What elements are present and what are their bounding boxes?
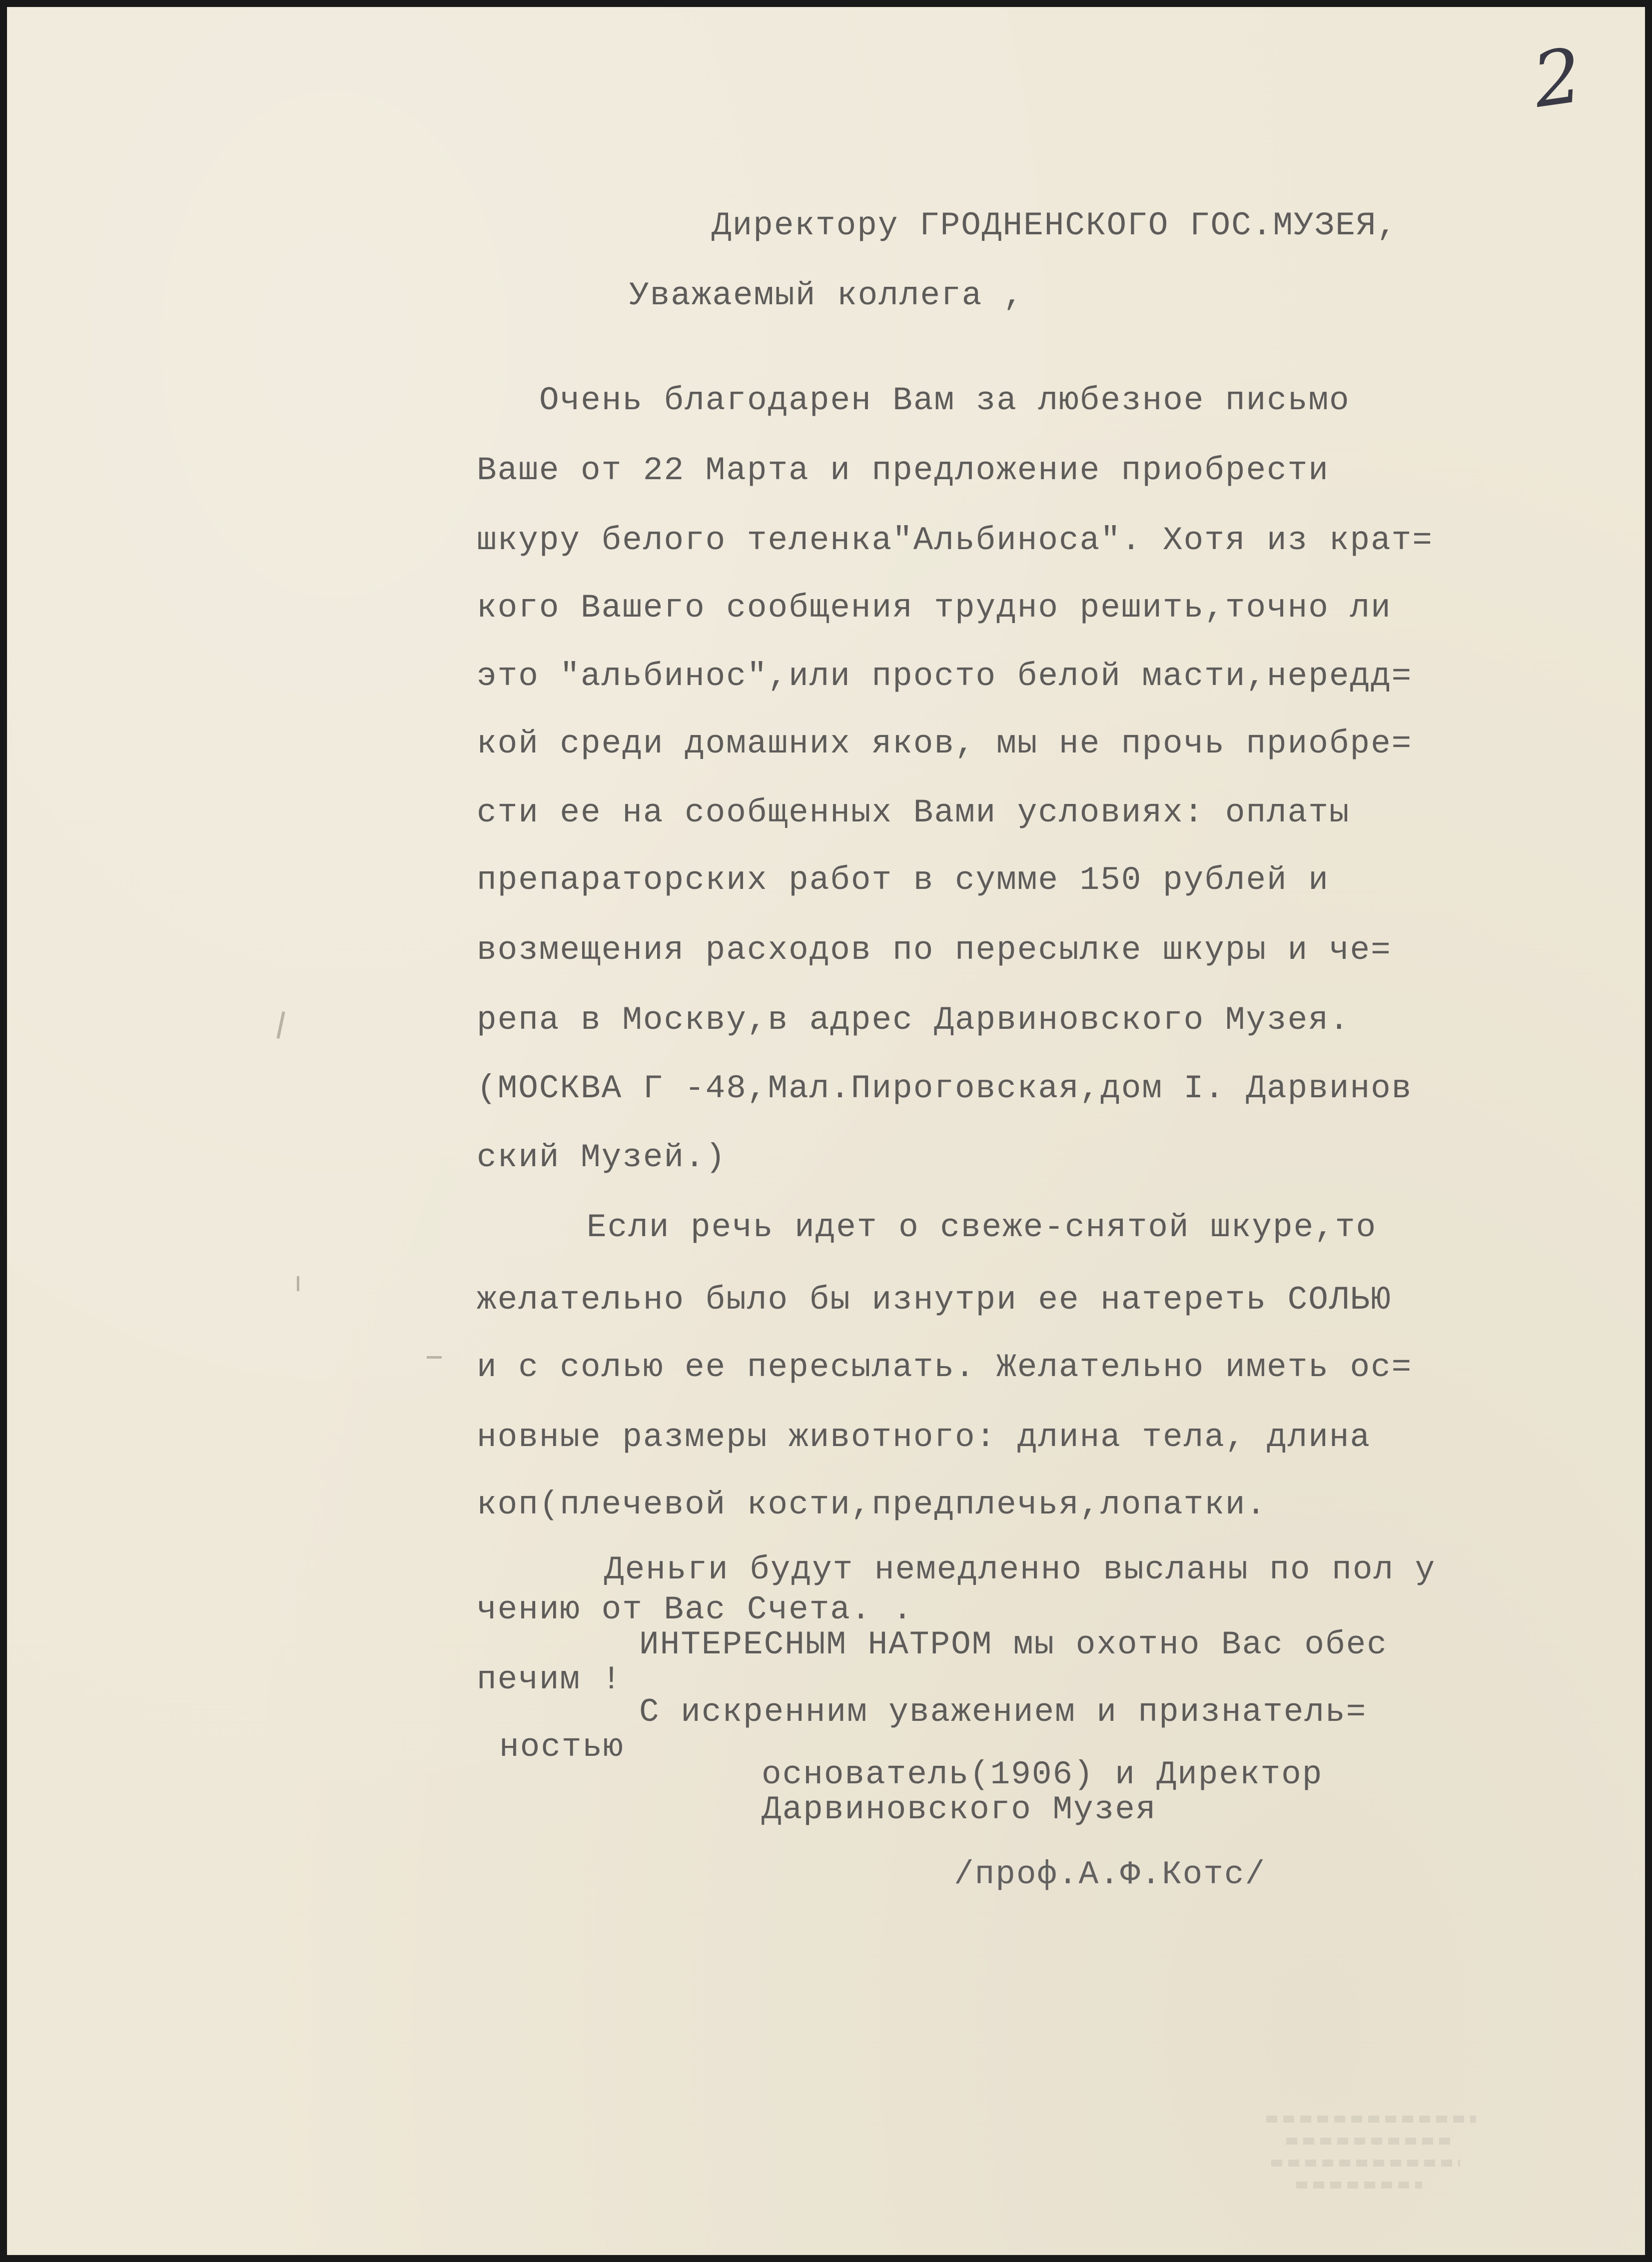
paragraph-3-line-1: Деньги будут немедленно высланы по пол у	[604, 1551, 1436, 1588]
paragraph-2-line-5: коп(плечевой кости,предплечья,лопатки.	[477, 1486, 1267, 1523]
paragraph-3-line-2: чению от Вас Счета. .	[477, 1591, 913, 1628]
paragraph-1-line-10: репа в Москву,в адрес Дарвиновского Музея.	[477, 1001, 1350, 1039]
paragraph-2-line-1: Если речь идет о свеже-снятой шкуре,то	[587, 1209, 1377, 1246]
paragraph-1-line-6: кой среди домашних яков, мы не прочь приобре=	[477, 725, 1413, 762]
paragraph-1-line-2: Ваше от 22 Марта и предложение приобрести	[477, 452, 1329, 489]
paragraph-1-line-3: шкуру белого теленка"Альбиноса". Хотя из крат=	[477, 522, 1433, 559]
paragraph-1-line-5: это "альбинос",или просто белой масти,нередд=	[477, 658, 1413, 695]
paragraph-1-line-12: ский Музей.)	[477, 1139, 727, 1176]
paragraph-2-line-4: новные размеры животного: длина тела, длина	[477, 1419, 1371, 1456]
paragraph-1-line-8: препараторских работ в сумме 150 рублей и	[477, 861, 1329, 899]
paragraph-4-line-1: ИНТЕРЕСНЫМ НАТРОМ мы охотно Вас обес	[639, 1626, 1388, 1663]
paragraph-4-line-2: печим !	[477, 1661, 623, 1698]
page-number: 2	[1528, 32, 1588, 125]
document-page	[7, 7, 1645, 2255]
signature-title-line-1: основатель(1906) и Директор	[762, 1756, 1323, 1793]
margin-mark	[297, 1276, 299, 1291]
paragraph-2-line-3: и с солью ее пересылать. Желательно иметь ос=	[477, 1349, 1413, 1386]
closing-line-1: С искренним уважением и признатель=	[639, 1693, 1367, 1731]
signature-title-line-2: Дарвиновского Музея	[762, 1791, 1157, 1828]
signature-name: /проф.А.Ф.Котс/	[954, 1856, 1266, 1893]
paragraph-1-line-11: (МОСКВА Г -48,Мал.Пироговская,дом I. Дарвинов	[477, 1070, 1413, 1107]
paragraph-1-line-9: возмещения расходов по пересылке шкуры и че=	[477, 931, 1392, 969]
salutation: Уважаемый коллега ,	[629, 277, 1024, 314]
margin-mark	[427, 1356, 442, 1359]
paragraph-1-line-7: сти ее на сообщенных Вами условиях: оплаты	[477, 794, 1350, 831]
addressee: Директору ГРОДНЕНСКОГО ГОС.МУЗЕЯ,	[712, 207, 1398, 244]
paragraph-1-line-1: Очень благодарен Вам за любезное письмо	[539, 382, 1350, 419]
paragraph-2-line-2: желательно было бы изнутри ее натереть СОЛЬЮ	[477, 1281, 1392, 1319]
margin-mark	[276, 1011, 285, 1039]
paragraph-1-line-4: кого Вашего сообщения трудно решить,точно ли	[477, 589, 1392, 627]
faded-stamp	[1266, 2116, 1476, 2216]
closing-line-2: ностью	[499, 1728, 624, 1766]
